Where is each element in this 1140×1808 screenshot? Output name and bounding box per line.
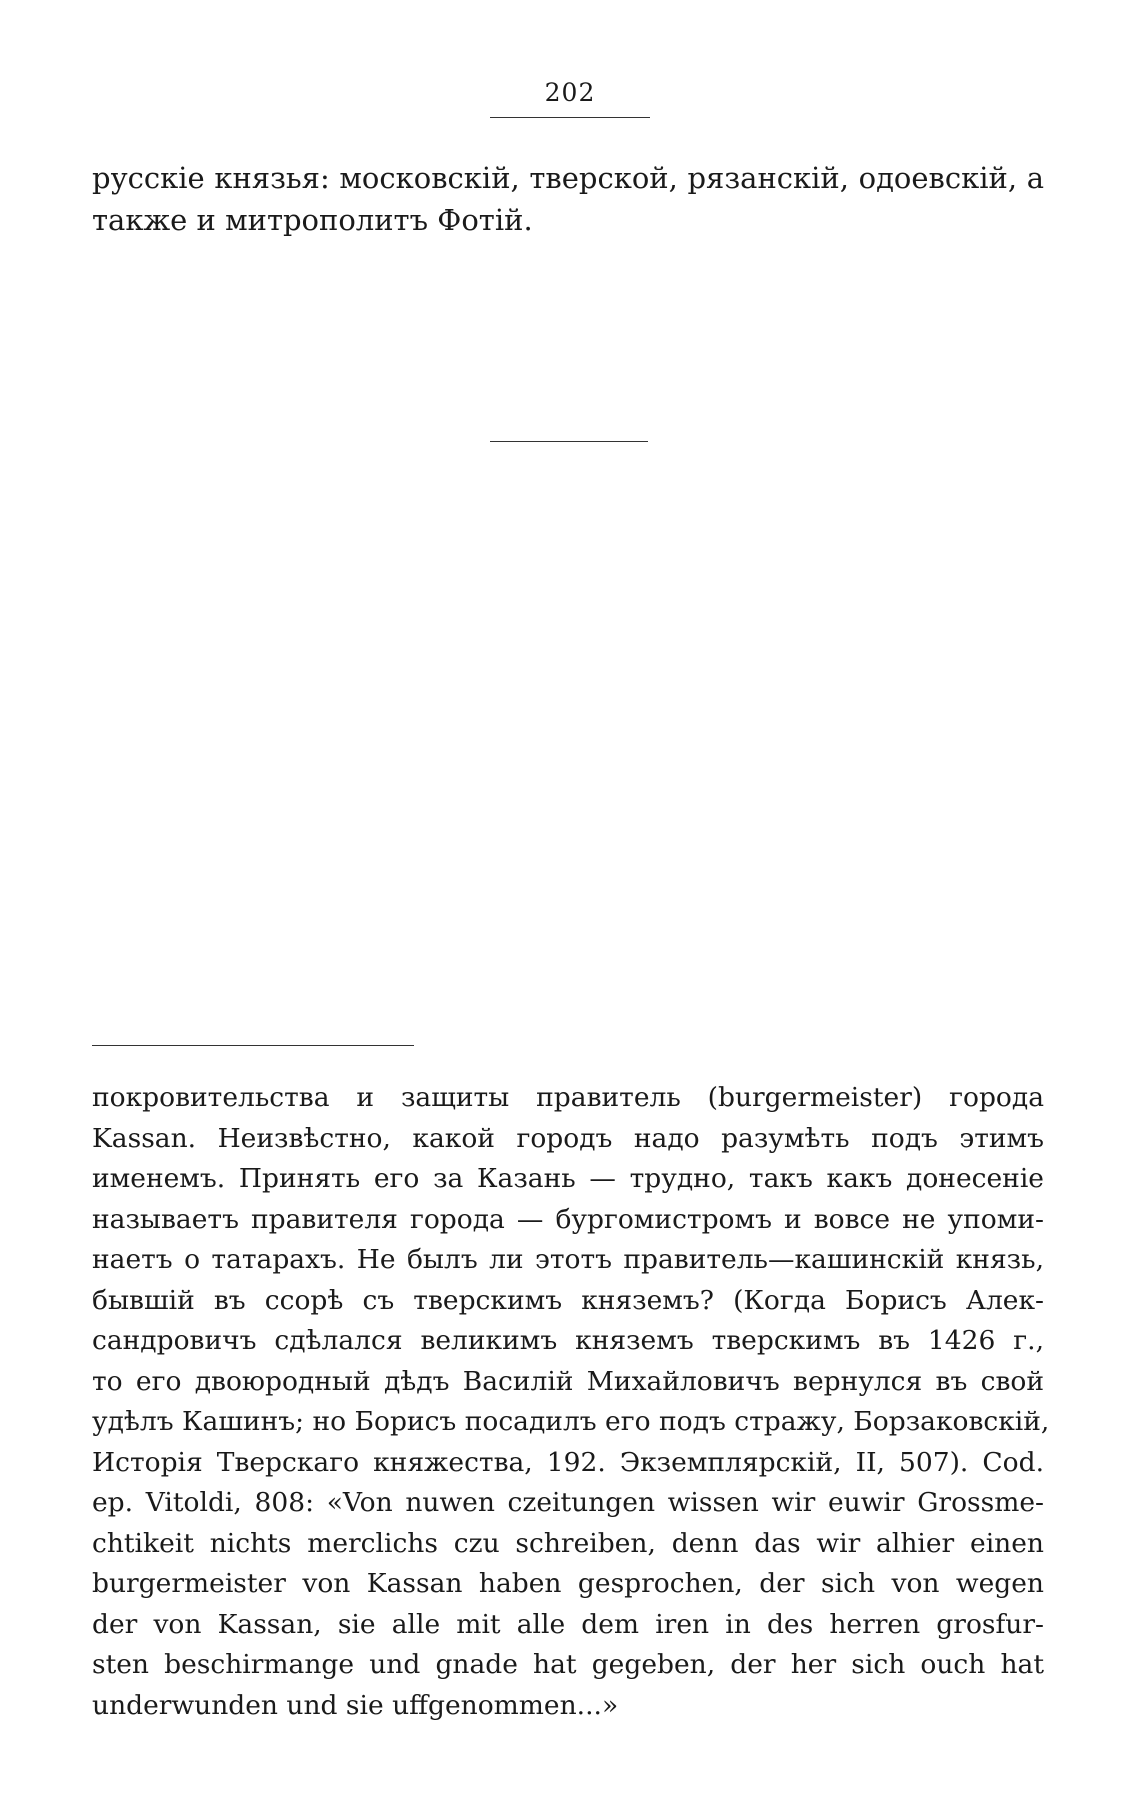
footnote-line: chtikeit nichts merclichs czu schreiben, denn das wir alhier einen [92, 1527, 1044, 1559]
footnote-line: наетъ о татарахъ. Не былъ ли этотъ правитель—кашинскій князь, [92, 1244, 1044, 1275]
footnote-line: Kassan. Неизвѣстно, какой городъ надо разумѣть подъ этимъ [92, 1122, 1044, 1154]
footnote-line: удѣлъ Кашинъ; но Борисъ посадилъ его подъ стражу, Борзаковскій, [92, 1406, 1050, 1437]
footnote-line: sten beschirmange und gnade hat gegeben, der her sich ouch hat [92, 1649, 1044, 1680]
footnote-line: der von Kassan, sie alle mit alle dem iren in des herren grosfur- [92, 1608, 1044, 1640]
footnote-line: сандровичъ сдѣлался великимъ княземъ тверскимъ въ 1426 г., [92, 1325, 1044, 1356]
footnote-line: бывшій въ ссорѣ съ тверскимъ княземъ? (Когда Борисъ Алек- [92, 1284, 1044, 1316]
footnote-line: Исторія Тверскаго княжества, 192. Экземплярскій, II, 507). Cod. [92, 1446, 1044, 1478]
main-text-line: русскіе князья: московскій, тверской, рязанскій, одоевскій, а [92, 161, 1044, 195]
header-rule [490, 117, 650, 118]
footnote-line: burgermeister von Kassan haben gesprochen, der sich von wegen [92, 1568, 1044, 1599]
footnote-line: называетъ правителя города — бургомистромъ и вовсе не упоми- [92, 1203, 1044, 1235]
footnote-line: ep. Vitoldi, 808: «Von nuwen czeitungen wissen wir euwir Grossme- [92, 1487, 1044, 1518]
footnote [92, 1078, 1050, 1726]
footnote-line: underwunden und sie uffgenommen...» [92, 1689, 619, 1721]
footnote-line: то его двоюродный дѣдъ Василій Михайловичъ вернулся въ свой [92, 1365, 1044, 1397]
page-number: 202 [544, 78, 596, 107]
footnote-line: покровительства и защиты правитель (burgermeister) города [92, 1082, 1044, 1113]
section-divider [490, 441, 648, 442]
main-text [92, 157, 1044, 241]
footnote-line: именемъ. Принять его за Казань — трудно, такъ какъ донесеніе [92, 1163, 1044, 1194]
main-text-line: также и митрополитъ Фотій. [92, 203, 533, 237]
footnote-rule [92, 1045, 414, 1046]
